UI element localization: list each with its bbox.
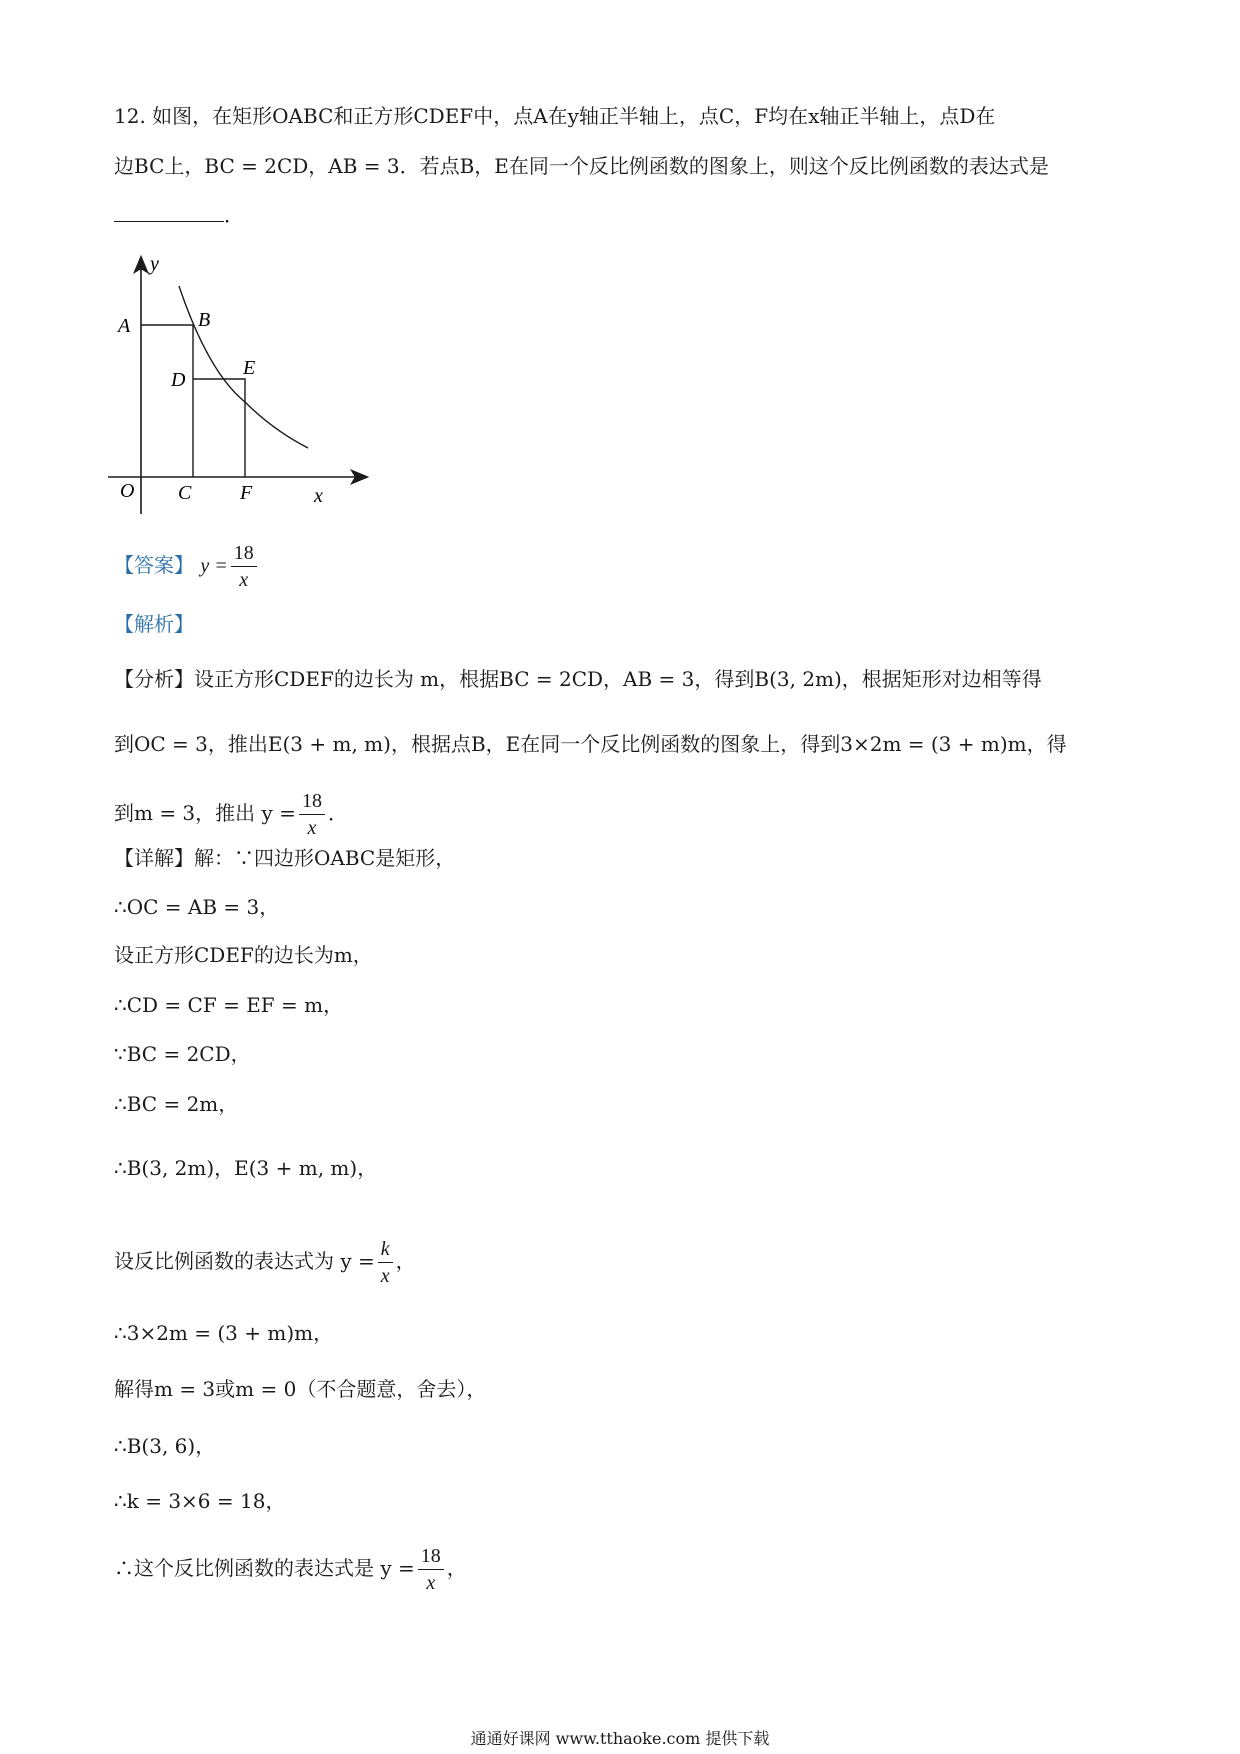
detail-step-13 — [114, 1543, 467, 1596]
hyperbola-figure — [108, 252, 378, 517]
detail-step-8-end: ， — [395, 1249, 416, 1273]
point-A: A — [118, 315, 131, 337]
answer-denominator: x — [239, 569, 249, 591]
analysis-line-3 — [114, 788, 348, 841]
detail-step-13-end: ， — [446, 1556, 467, 1580]
detail-step-12: ∴k = 3×6 = 18， — [114, 1489, 286, 1513]
analysis-line-3-end: ． — [327, 801, 348, 825]
question-line-3 — [114, 200, 244, 230]
question-line-2: 边BC上，BC = 2CD，AB = 3．若点B，E在同一个反比例函数的图象上，则这个反比例函数的表达式是 — [114, 154, 1049, 178]
detail-step-3: 设正方形CDEF的边长为m， — [114, 943, 373, 967]
detail-final-numerator: 18 — [418, 1543, 444, 1570]
square-CDEF — [193, 379, 245, 477]
detail-k-denominator: x — [380, 1265, 390, 1287]
rectangle-OABC — [141, 325, 193, 477]
detail-step-10: 解得m = 3或m = 0（不合题意，舍去）， — [114, 1377, 487, 1401]
detail-step-8 — [114, 1236, 416, 1289]
analysis-line-1: 【分析】设正方形CDEF的边长为 m，根据BC = 2CD，AB = 3，得到B(3, 2m)，根据矩形对边相等得 — [114, 667, 1042, 691]
detail-step-13-text: ∴这个反比例函数的表达式是 y = — [114, 1556, 415, 1580]
detail-k-numerator: k — [378, 1236, 393, 1263]
point-B: B — [198, 309, 211, 331]
detail-step-2: ∴OC = AB = 3， — [114, 895, 280, 919]
detail-step-5: ∵BC = 2CD， — [114, 1042, 251, 1066]
answer-lhs: y = — [200, 555, 228, 577]
answer-blank — [114, 201, 224, 222]
analysis-fraction — [299, 788, 325, 841]
detail-final-fraction — [418, 1543, 444, 1596]
analysis-tag: 【解析】 — [114, 612, 194, 636]
answer-line — [114, 540, 260, 593]
detail-step-11: ∴B(3, 6)， — [114, 1434, 216, 1458]
analysis-line-2: 到OC = 3，推出E(3 + m, m)，根据点B，E在同一个反比例函数的图象上，得到3×2m = (3 + m)m，得 — [114, 732, 1067, 756]
detail-step-1: 【详解】解：∵四边形OABC是矩形， — [114, 846, 456, 870]
detail-step-9: ∴3×2m = (3 + m)m， — [114, 1321, 334, 1345]
detail-k-fraction — [378, 1236, 393, 1289]
point-C: C — [178, 482, 192, 504]
answer-fraction — [231, 540, 257, 593]
question-period: ． — [224, 203, 244, 227]
detail-final-denominator: x — [426, 1572, 436, 1594]
answer-numerator: 18 — [231, 540, 257, 567]
axis-label-y: y — [150, 253, 159, 275]
axis-label-x: x — [314, 485, 323, 507]
analysis-denominator: x — [307, 817, 317, 839]
detail-step-6: ∴BC = 2m， — [114, 1092, 239, 1116]
point-F: F — [240, 482, 253, 504]
detail-step-8-text: 设反比例函数的表达式为 y = — [114, 1249, 375, 1273]
detail-step-4: ∴CD = CF = EF = m， — [114, 993, 344, 1017]
question-line-1: 12. 如图，在矩形OABC和正方形CDEF中，点A在y轴正半轴上，点C，F均在x轴正半轴上，点D在 — [114, 104, 996, 128]
point-O: O — [120, 480, 135, 502]
analysis-numerator: 18 — [299, 788, 325, 815]
detail-step-7: ∴B(3, 2m)，E(3 + m, m)， — [114, 1156, 378, 1180]
point-D: D — [171, 369, 186, 391]
point-E: E — [243, 357, 256, 379]
page-footer: 通通好课网 www.tthaoke.com 提供下载 — [470, 1729, 770, 1748]
answer-tag: 【答案】 — [114, 553, 194, 577]
analysis-line-3-text: 到m = 3，推出 y = — [114, 801, 296, 825]
